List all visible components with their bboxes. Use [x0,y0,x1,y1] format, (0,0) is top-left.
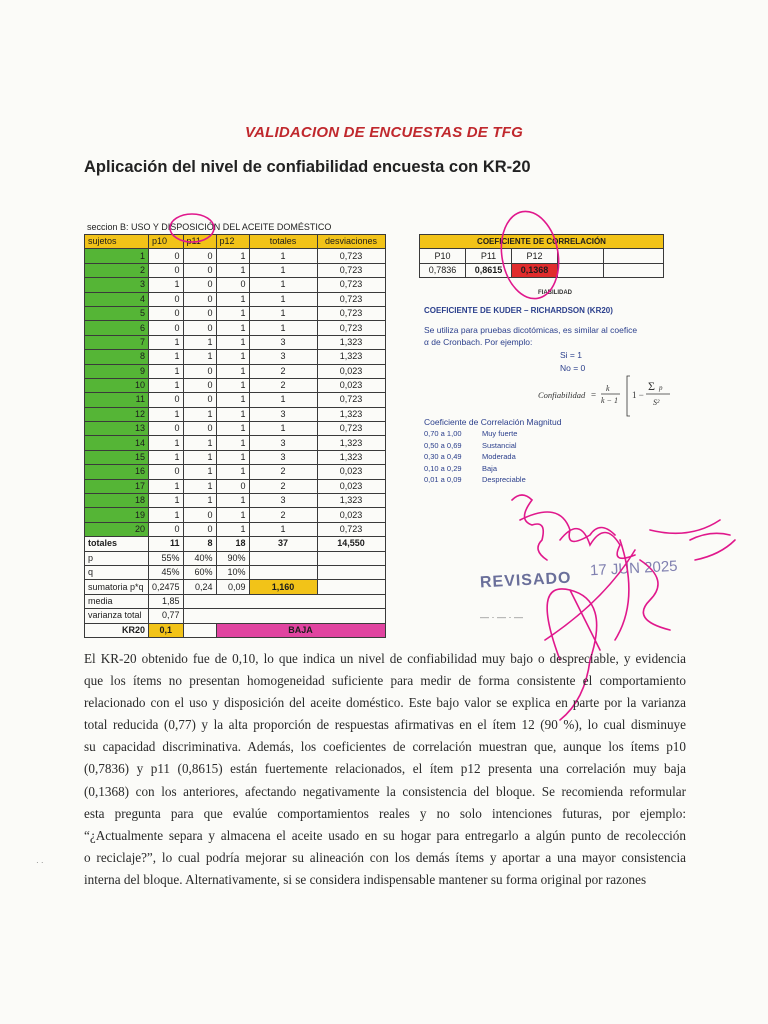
svg-text:1 −: 1 − [632,390,644,400]
sumatoria-cell: 0,2475 [149,580,184,594]
paragraph-line: que los ítems no presentan homogeneidad suficiente para medir de forma consistente el comportamiento [84,673,686,689]
table-cell: 3 [249,450,317,464]
revisado-stamp: REVISADO [479,569,572,592]
empty-cell [249,565,317,579]
table-row [85,378,386,392]
no-value: No = 0 [560,363,586,373]
empty-cell [317,551,385,565]
si-value: Si = 1 [560,350,582,360]
empty-cell [183,609,385,623]
column-header: p12 [216,235,249,249]
table-cell: 0 [183,393,216,407]
q-cell: 45% [149,565,184,579]
table-row [85,494,386,508]
table-cell: 1 [249,278,317,292]
kr20-label: KR20 [85,623,149,637]
table-cell: 2 [249,479,317,493]
subject-id: 16 [85,465,149,479]
p-cell: 55% [149,551,184,565]
table-cell: 0 [183,249,216,263]
table-cell: 1 [216,335,249,349]
table-row [85,364,386,378]
corr-empty-cell [558,263,604,277]
kr20-heading: COEFICIENTE DE KUDER – RICHARDSON (KR20) [424,306,613,315]
paragraph-line: relacionado con el uso y disposición del aceite doméstico. Este bajo valor se explica en parte por la varianza [84,695,686,711]
subject-id: 19 [85,508,149,522]
table-cell: 0,023 [317,479,385,493]
table-cell: 0 [183,364,216,378]
table-cell: 1 [149,450,184,464]
table-cell: 0,723 [317,292,385,306]
table-cell: 2 [249,378,317,392]
table-cell: 0,723 [317,522,385,536]
magnitude-label: Baja [482,463,498,473]
table-cell: 0 [183,292,216,306]
empty-cell [183,594,385,608]
q-cell: 60% [183,565,216,579]
table-cell: 1 [183,407,216,421]
subject-id: 10 [85,378,149,392]
table-cell: 1 [216,350,249,364]
table-cell: 1,323 [317,494,385,508]
table-cell: 0 [149,292,184,306]
table-cell: 1 [216,292,249,306]
svg-text:Σ: Σ [648,379,655,393]
varianza-value: 0,77 [149,609,184,623]
paragraph-line: total reducida (0,77) y la alta proporción de respuestas afirmativas en el ítem 12 (90 %), lo cual disminuye [84,717,686,733]
magnitude-range: 0,01 a 0,09 [424,475,462,484]
subject-id: 7 [85,335,149,349]
table-cell: 1 [149,278,184,292]
corr-empty-cell [558,249,604,263]
q-cell: 10% [216,565,249,579]
table-cell: 1 [183,436,216,450]
magnitude-range: 0,10 a 0,29 [424,463,462,473]
p-cell: 40% [183,551,216,565]
paragraph-line: interna del bloque. Alternativamente, si se considera indispensable mantener su forma original por razones [84,871,647,887]
table-cell: 1 [216,306,249,320]
sumatoria-cell: sumatoria p*q [85,580,149,594]
sumatoria-total: 1,160 [249,580,317,594]
table-cell: 0 [216,278,249,292]
table-row [85,292,386,306]
subject-id: 4 [85,292,149,306]
magnitude-range: 0,30 a 0,49 [424,452,462,461]
table-cell: 1 [183,335,216,349]
table-cell: 1 [216,407,249,421]
table-cell: 1 [249,393,317,407]
corr-header: P11 [466,249,512,263]
table-cell: 0,723 [317,263,385,277]
table-cell: 0,023 [317,378,385,392]
table-cell: 1 [216,249,249,263]
table-cell: 1 [183,350,216,364]
table-cell: 3 [249,350,317,364]
subject-id: 18 [85,494,149,508]
totals-cell: 14,550 [317,537,385,551]
table-cell: 0,023 [317,465,385,479]
paragraph-line: (0,7836) y p11 (0,8615) están fuertemente relacionados, el ítem p12 presenta una correlación muy baja [84,761,686,777]
table-cell: 0 [149,465,184,479]
table-cell: 1 [183,494,216,508]
table-cell: 0 [183,321,216,335]
q-cell: q [85,565,149,579]
table-cell: 0 [183,422,216,436]
table-cell: 1 [149,508,184,522]
column-header: p11 [183,235,216,249]
table-cell: 1 [249,292,317,306]
kr20-description: α de Cronbach. Por ejemplo: [424,337,533,347]
margin-mark: · · [36,858,44,867]
table-cell: 0 [216,479,249,493]
correlation-table [419,234,664,278]
table-cell: 3 [249,335,317,349]
empty-cell [317,580,385,594]
corr-empty-cell [604,249,664,263]
table-row [85,350,386,364]
subject-id: 14 [85,436,149,450]
table-row [85,508,386,522]
kr20-value: 0,1 [149,623,184,637]
table-cell: 1 [149,364,184,378]
magnitude-range: 0,50 a 0,69 [424,440,462,450]
kr20-result-badge: BAJA [216,623,385,637]
subject-id: 5 [85,306,149,320]
subject-id: 15 [85,450,149,464]
handwritten-mark [690,533,735,560]
table-row [85,393,386,407]
table-cell: 1 [149,479,184,493]
sumatoria-cell: 0,24 [183,580,216,594]
table-cell: 1 [216,494,249,508]
p-cell: p [85,551,149,565]
subject-id: 11 [85,393,149,407]
section-label: seccion B: USO Y DISPOSICIÓN DEL ACEITE DOMÉSTICO [87,222,332,232]
column-header: sujetos [85,235,149,249]
paragraph-line: El KR-20 obtenido fue de 0,10, lo que indica un nivel de confiabilidad muy bajo o despreciable, y evidencia [84,651,686,666]
paragraph-line: su capacidad discriminativa. Además, los coeficientes de correlación muestran que, aunque los ítems p10 [84,739,686,755]
table-cell: 1 [216,393,249,407]
table-cell: 1 [249,263,317,277]
table-cell: 3 [249,436,317,450]
table-cell: 0 [183,278,216,292]
totals-cell: 18 [216,537,249,551]
svg-text:=: = [591,390,597,400]
empty-cell [317,565,385,579]
corr-header: P12 [512,249,558,263]
totals-cell: 11 [149,537,184,551]
table-row [85,436,386,450]
table-cell: 1 [149,436,184,450]
svg-text:k: k [606,384,610,393]
table-cell: 0 [149,263,184,277]
media-label: media [85,594,149,608]
subject-id: 12 [85,407,149,421]
document-title: VALIDACION DE ENCUESTAS DE TFG [245,124,523,141]
table-cell: 0,723 [317,422,385,436]
table-cell: 1 [249,422,317,436]
table-row [85,249,386,263]
table-cell: 1 [216,436,249,450]
table-cell: 1 [216,465,249,479]
paragraph-line: o reciclaje?”, lo cual podría mejorar su alineación con los demás ítems y aportar a una mayor consistencia [84,849,686,865]
correlation-title: COEFICIENTE DE CORRELACIÓN [420,235,664,249]
table-row [85,422,386,436]
subject-id: 17 [85,479,149,493]
column-header: totales [249,235,317,249]
column-header: desviaciones [317,235,385,249]
subject-id: 8 [85,350,149,364]
formula-label: Confiabilidad [538,390,586,400]
empty-cell [249,551,317,565]
table-cell: 1 [216,378,249,392]
table-cell: 1 [249,321,317,335]
table-cell: 3 [249,407,317,421]
kr20-data-table [84,234,386,638]
stamp-date: 17 JUN 2025 [589,557,678,580]
table-cell: 0,723 [317,249,385,263]
subject-id: 2 [85,263,149,277]
table-cell: 0 [149,393,184,407]
sumatoria-cell: 0,09 [216,580,249,594]
document-subtitle: Aplicación del nivel de confiabilidad encuesta con KR-20 [84,158,531,176]
table-row [85,278,386,292]
table-row [85,479,386,493]
table-cell: 1,323 [317,450,385,464]
svg-text:p: p [659,384,663,392]
svg-text:S²: S² [653,398,660,407]
corr-value: 0,8615 [466,263,512,277]
subject-id: 1 [85,249,149,263]
table-cell: 0 [183,522,216,536]
table-cell: 0,023 [317,508,385,522]
paragraph-line: (0,1368) con los anteriores, afectando negativamente la consistencia del bloque. Se recomienda reformular [84,783,686,799]
subject-id: 6 [85,321,149,335]
paragraph-line: esta pregunta para que evalúe comportamientos reales y no solo intenciones futuras, por ejemplo: [84,805,686,821]
table-cell: 0 [149,522,184,536]
subject-id: 9 [85,364,149,378]
table-row [85,450,386,464]
table-cell: 1 [216,263,249,277]
table-cell: 1 [249,306,317,320]
handwritten-signature [512,495,635,560]
subject-id: 20 [85,522,149,536]
magnitude-label: Moderada [482,452,516,461]
column-header: p10 [149,235,184,249]
subject-id: 3 [85,278,149,292]
totals-cell: 8 [183,537,216,551]
table-cell: 1 [149,407,184,421]
table-row [85,407,386,421]
kr20-formula [538,372,688,418]
magnitude-label: Sustancial [482,440,517,450]
magnitude-range: 0,70 a 1,00 [424,429,462,438]
magnitude-title: Coeficiente de Correlación Magnitud [424,417,562,427]
empty-cell [183,623,216,637]
magnitude-label: Despreciable [482,475,526,484]
table-cell: 1,323 [317,407,385,421]
table-row [85,321,386,335]
corr-value: 0,7836 [420,263,466,277]
table-cell: 1 [249,522,317,536]
table-cell: 1 [216,364,249,378]
media-value: 1,85 [149,594,184,608]
kr20-description: Se utiliza para pruebas dicotómicas, es similar al coefice [424,325,638,335]
table-cell: 1 [216,508,249,522]
subject-id: 13 [85,422,149,436]
table-cell: 0,023 [317,364,385,378]
corr-empty-cell [604,263,664,277]
p-cell: 90% [216,551,249,565]
fiabilidad-label: FIABILIDAD [538,290,572,296]
svg-text:k − 1: k − 1 [601,396,618,405]
table-cell: 0,723 [317,321,385,335]
table-row [85,335,386,349]
table-cell: 0,723 [317,306,385,320]
analysis-paragraph [84,648,686,891]
table-cell: 1 [216,321,249,335]
table-cell: 1,323 [317,335,385,349]
table-cell: 0 [149,321,184,335]
table-cell: 2 [249,364,317,378]
paragraph-line: “¿Actualmente separa y almacena el aceite usado en su hogar para entregarlo a algún punto de recolección [84,827,686,843]
table-cell: 0 [149,306,184,320]
table-cell: 1 [149,494,184,508]
varianza-label: varianza total [85,609,149,623]
table-cell: 1 [216,522,249,536]
totals-cell: 37 [249,537,317,551]
table-cell: 0,723 [317,393,385,407]
table-cell: 1,323 [317,436,385,450]
table-cell: 0 [183,378,216,392]
table-cell: 0 [149,422,184,436]
table-cell: 0 [183,263,216,277]
table-cell: 2 [249,465,317,479]
table-row [85,522,386,536]
table-row [85,263,386,277]
table-cell: 1 [216,450,249,464]
table-cell: 1 [149,335,184,349]
magnitude-label: Muy fuerte [482,429,518,438]
totals-cell: totales [85,537,149,551]
table-cell: 0 [183,508,216,522]
table-cell: 3 [249,494,317,508]
table-cell: 1 [216,422,249,436]
table-cell: 1 [149,350,184,364]
table-cell: 1 [183,465,216,479]
corr-header: P10 [420,249,466,263]
corr-value-highlight: 0,1368 [512,263,558,277]
table-cell: 0,723 [317,278,385,292]
table-cell: 1,323 [317,350,385,364]
stamp-marks: — · — · — [480,612,523,622]
table-row [85,465,386,479]
table-cell: 0 [149,249,184,263]
table-row [85,306,386,320]
table-cell: 1 [149,378,184,392]
table-cell: 1 [183,450,216,464]
table-cell: 0 [183,306,216,320]
table-cell: 1 [249,249,317,263]
table-cell: 2 [249,508,317,522]
table-cell: 1 [183,479,216,493]
